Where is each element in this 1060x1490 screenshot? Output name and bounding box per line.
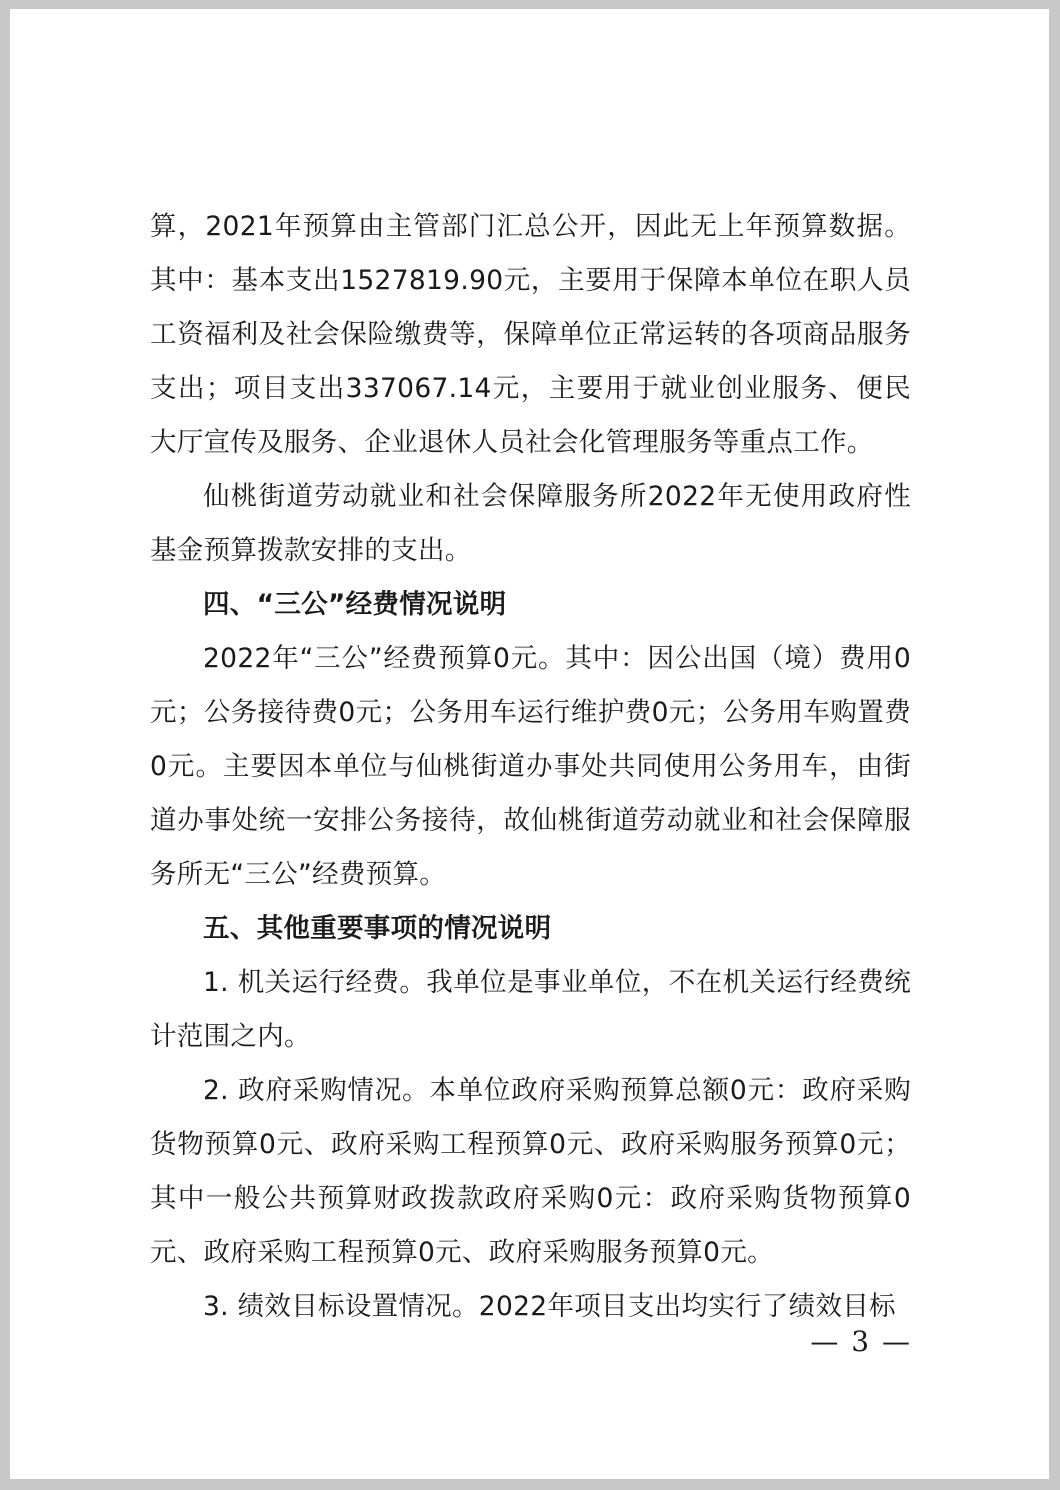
paragraph-performance-targets: 3. 绩效目标设置情况。2022年项目支出均实行了绩效目标 <box>203 1291 896 1322</box>
paragraph-government-procurement: 2. 政府采购情况。本单位政府采购预算总额0元：政府采购货物预算0元、政府采购工程预算0元、政府采购服务预算0元；其中一般公共预算财政拨款政府采购0元：政府采购货物预算0元、政府采购工程预算0元、政府采购服务预算0元。 <box>150 1075 911 1268</box>
paragraph-government-fund: 仙桃街道劳动就业和社会保障服务所2022年无使用政府性基金预算拨款安排的支出。 <box>150 481 911 566</box>
heading-three-public-expenses: 四、“三公”经费情况说明 <box>203 589 507 620</box>
paragraph-three-public-expenses: 2022年“三公”经费预算0元。其中：因公出国（境）费用0元；公务接待费0元；公务用车运行维护费0元；公务用车购置费0元。主要因本单位与仙桃街道办事处共同使用公务用车，由街道办事处统一安排公务接待，故仙桃街道劳动就业和社会保障服务所无“三公”经费预算。 <box>150 643 911 890</box>
paragraph-operating-expenses: 1. 机关运行经费。我单位是事业单位，不在机关运行经费统计范围之内。 <box>150 967 911 1052</box>
heading-other-matters: 五、其他重要事项的情况说明 <box>203 913 552 944</box>
document-body <box>150 200 911 1334</box>
paragraph-budget-summary: 算，2021年预算由主管部门汇总公开，因此无上年预算数据。其中：基本支出1527819.90元，主要用于保障本单位在职人员工资福利及社会保险缴费等，保障单位正常运转的各项商品服务支出；项目支出337067.14元，主要用于就业创业服务、便民大厅宣传及服务、企业退休人员社会化管理服务等重点工作。 <box>150 211 911 458</box>
page-number: — 3 — <box>810 1325 912 1358</box>
